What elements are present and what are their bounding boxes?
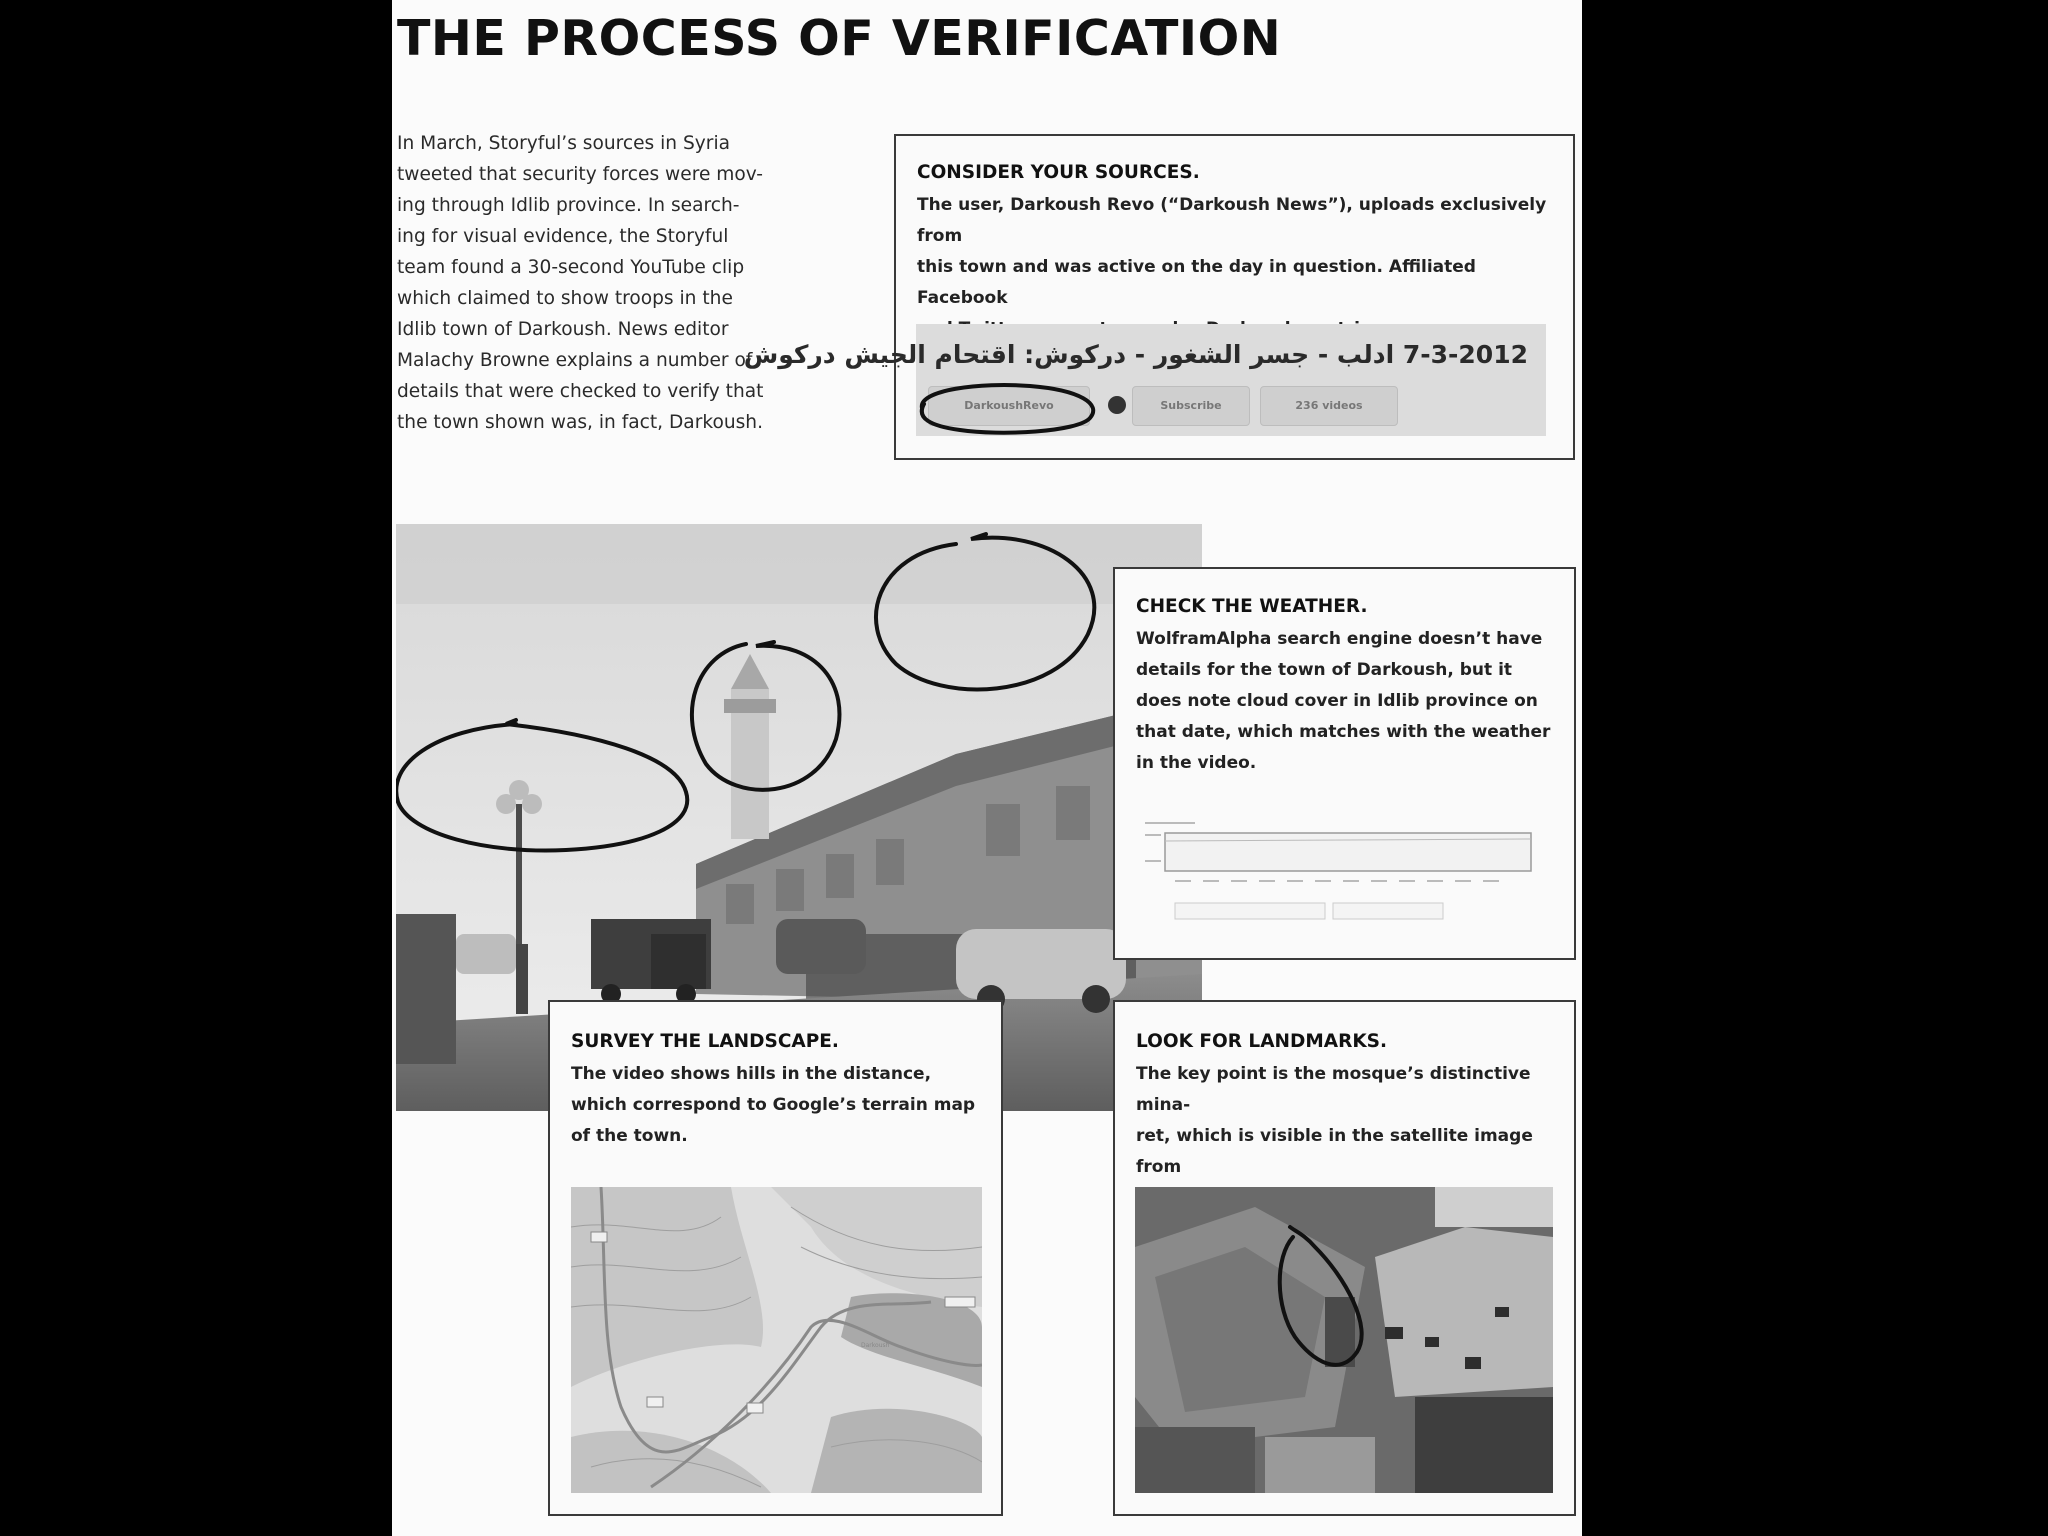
cloud-cover-chart bbox=[1135, 815, 1545, 925]
terrain-map-svg bbox=[571, 1187, 982, 1493]
landscape-box bbox=[548, 1000, 1003, 1516]
sources-heading: CONSIDER YOUR SOURCES. bbox=[917, 162, 1200, 183]
youtube-screenshot bbox=[743, 324, 1546, 436]
document-page bbox=[392, 0, 1582, 1536]
sources-box bbox=[743, 134, 1575, 460]
channel-circle-annotation bbox=[910, 378, 1106, 438]
videos-count-button: 236 videos bbox=[1260, 386, 1398, 426]
landmarks-heading: LOOK FOR LANDMARKS. bbox=[1136, 1031, 1388, 1052]
satellite-image bbox=[1135, 1187, 1553, 1493]
channel-circle-svg bbox=[910, 378, 1106, 438]
subscribe-button: Subscribe bbox=[1132, 386, 1250, 426]
weather-box bbox=[1113, 567, 1576, 960]
satellite-image-svg bbox=[1135, 1187, 1553, 1493]
landscape-body: The video shows hills in the distance, which correspond to Google’s terrain map of the town. bbox=[571, 1064, 976, 1146]
map-town-label: Darkoush bbox=[861, 1342, 890, 1349]
landscape-heading: SURVEY THE LANDSCAPE. bbox=[571, 1031, 839, 1052]
weather-heading: CHECK THE WEATHER. bbox=[1136, 596, 1368, 617]
cloud-cover-chart-svg bbox=[1135, 815, 1545, 925]
intro-paragraph: In March, Storyful’s sources in Syria tweeted that security forces were mov- ing through Idlib province. In search- ing for visual evidence, the Storyful team found a 30-second YouTube clip which claimed to show troops in the Idlib town of Darkoush. News editor Malachy Browne explains a number of details that were checked to verify that the town shown was, in fact, Darkoush. bbox=[397, 133, 764, 433]
bell-icon bbox=[1108, 396, 1126, 414]
terrain-map bbox=[571, 1187, 982, 1493]
landmarks-body: The key point is the mosque’s distinctive mina- ret, which is visible in the satellite image from bbox=[1136, 1064, 1533, 1177]
channel-button: DarkoushRevo bbox=[928, 386, 1090, 426]
sources-body: The user, Darkoush Revo (“Darkoush News”), uploads exclusively from this town and was active on the day in question. Affiliated Facebook bbox=[917, 195, 1547, 308]
page-title: THE PROCESS OF VERIFICATION bbox=[397, 10, 1282, 67]
video-title: 7-3-2012 ادلب - جسر الشغور - دركوش: اقتحام الجيش دركوش bbox=[743, 340, 1528, 369]
landmarks-box bbox=[1113, 1000, 1576, 1516]
weather-body: WolframAlpha search engine doesn’t have details for the town of Darkoush, but it does note cloud cover in Idlib province on that date, which matches with the weather in the video. bbox=[1136, 629, 1551, 773]
